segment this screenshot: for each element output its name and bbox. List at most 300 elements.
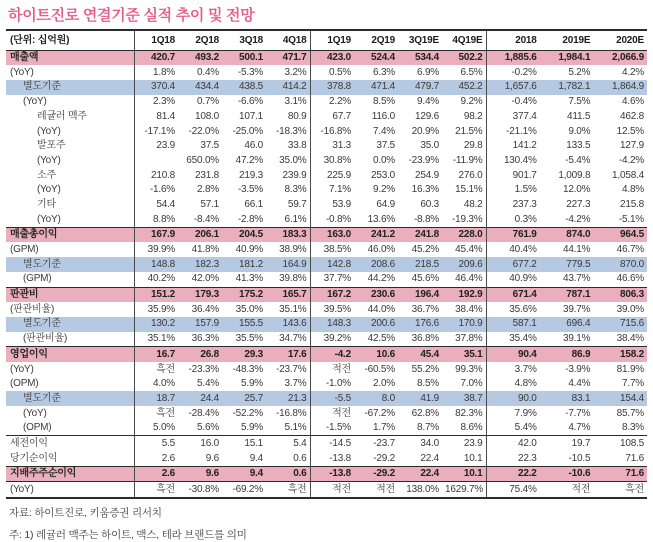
value-cell: 8.0: [354, 391, 398, 406]
value-cell: 175.2: [222, 287, 266, 302]
table-row: [6, 212, 647, 227]
value-cell: -7.7%: [565, 407, 591, 419]
value-cell: 241.2: [354, 227, 398, 242]
value-cell: -29.2: [354, 466, 398, 482]
value-cell: 10.1: [463, 452, 483, 464]
value-cell: 36.7%: [411, 303, 439, 315]
value-cell: -4.2: [310, 347, 354, 362]
table-row: [6, 109, 647, 124]
value-cell: -2.8%: [237, 213, 263, 225]
value-cell: 22.4: [420, 452, 439, 464]
value-cell: 37.5: [200, 140, 219, 152]
value-cell: 254.9: [414, 169, 439, 181]
value-cell: 1,984.1: [540, 50, 594, 65]
value-cell: -4.2%: [565, 213, 591, 225]
value-cell: 8.3%: [622, 422, 644, 434]
value-cell: 231.8: [194, 169, 219, 181]
row-label: (OPM): [10, 378, 39, 390]
table-row: [6, 377, 647, 392]
value-cell: 적전: [310, 482, 354, 498]
value-cell: 9.6: [178, 466, 222, 482]
value-cell: 181.2: [222, 257, 266, 272]
row-label: 매출총이익: [6, 227, 134, 242]
value-cell: 219.3: [238, 169, 263, 181]
value-cell: 370.4: [134, 80, 178, 95]
value-cell: 0.6: [266, 466, 310, 482]
table-body: [6, 50, 647, 498]
value-cell: 4.6%: [622, 96, 644, 108]
value-cell: 18.7: [134, 391, 178, 406]
table-row: [6, 362, 647, 377]
value-cell: 253.0: [370, 169, 395, 181]
value-cell: 45.4%: [455, 244, 483, 256]
value-cell: -48.3%: [232, 363, 263, 375]
value-cell: 40.9%: [486, 272, 540, 287]
value-cell: 57.1: [200, 198, 219, 210]
value-cell: 276.0: [458, 169, 483, 181]
value-cell: 39.9%: [134, 242, 178, 257]
value-cell: 438.5: [222, 80, 266, 95]
value-cell: 4.7%: [568, 422, 591, 434]
value-cell: 35.1%: [134, 332, 178, 347]
value-cell: 452.2: [442, 80, 486, 95]
column-header: 2Q18: [178, 30, 222, 50]
value-cell: 4.0%: [134, 377, 178, 392]
row-label: (YoY): [37, 154, 61, 166]
value-cell: 170.9: [442, 317, 486, 332]
value-cell: 22.3: [486, 451, 540, 466]
table-row: [6, 168, 647, 183]
value-cell: [134, 153, 178, 168]
value-cell: -23.9%: [408, 154, 439, 166]
value-cell: 130.4%: [486, 153, 540, 168]
value-cell: 1,009.8: [558, 169, 591, 181]
value-cell: 99.3%: [455, 363, 483, 375]
value-cell: -1.5%: [310, 421, 354, 436]
value-cell: 10.1: [442, 466, 486, 482]
value-cell: 1,864.9: [593, 80, 647, 95]
value-cell: 흑전: [287, 484, 307, 496]
value-cell: 471.4: [354, 80, 398, 95]
value-cell: -29.2: [373, 452, 395, 464]
table-row: [6, 391, 647, 406]
value-cell: 142.8: [310, 257, 354, 272]
row-label: 매출액: [6, 50, 134, 65]
value-cell: 155.5: [222, 317, 266, 332]
value-cell: 167.9: [134, 227, 178, 242]
value-cell: 적전: [571, 484, 591, 496]
value-cell: 37.5: [376, 140, 395, 152]
value-cell: 148.8: [134, 257, 178, 272]
value-cell: 71.6: [593, 466, 647, 482]
value-cell: 7.1%: [310, 183, 354, 198]
row-label: 판관비: [6, 287, 134, 302]
value-cell: 9.4: [249, 452, 263, 464]
value-cell: 47.2%: [235, 154, 263, 166]
value-cell: 5.9%: [241, 378, 263, 390]
value-cell: -69.2%: [232, 484, 263, 496]
value-cell: 143.6: [266, 317, 310, 332]
value-cell: 4.2%: [622, 66, 644, 78]
table-header-row: [6, 30, 647, 50]
value-cell: 29.3: [222, 347, 266, 362]
value-cell: 479.7: [398, 80, 442, 95]
value-cell: 5.5: [134, 436, 178, 451]
value-cell: 81.9%: [616, 363, 644, 375]
value-cell: 210.8: [134, 168, 178, 183]
value-cell: -67.2%: [364, 407, 395, 419]
table-row: [6, 317, 647, 332]
value-cell: 54.4: [134, 197, 178, 212]
row-label: (YoY): [37, 125, 61, 137]
value-cell: 7.0%: [460, 378, 483, 390]
value-cell: 208.6: [354, 257, 398, 272]
row-label: 소주: [37, 169, 56, 181]
value-cell: 2.8%: [197, 184, 219, 196]
value-cell: 적전: [376, 484, 395, 496]
value-cell: 36.3%: [191, 333, 219, 345]
value-cell: 874.0: [540, 227, 594, 242]
value-cell: 7.4%: [373, 125, 395, 137]
value-cell: 30.8%: [310, 153, 354, 168]
footnotes: [9, 505, 648, 542]
value-cell: 500.1: [222, 50, 266, 65]
column-header: 4Q19E: [442, 30, 486, 50]
value-cell: 1,657.6: [486, 80, 540, 95]
value-cell: 806.3: [593, 287, 647, 302]
value-cell: 60.3: [420, 198, 439, 210]
value-cell: 23.9: [134, 139, 178, 154]
value-cell: 35.5%: [235, 333, 263, 345]
value-cell: 0.3%: [486, 212, 540, 227]
value-cell: 204.5: [222, 227, 266, 242]
table-row: [6, 124, 647, 139]
value-cell: 787.1: [540, 287, 594, 302]
value-cell: 8.8%: [134, 212, 178, 227]
value-cell: 22.4: [398, 466, 442, 482]
value-cell: 82.3%: [455, 407, 483, 419]
value-cell: 5.2%: [568, 66, 591, 78]
value-cell: 40.9%: [235, 244, 263, 256]
row-label: (GPM): [10, 244, 39, 256]
value-cell: 9.0%: [568, 125, 591, 137]
value-cell: 적전: [310, 362, 354, 377]
value-cell: 34.0: [398, 436, 442, 451]
column-header: 2020E: [593, 30, 647, 50]
value-cell: 42.5%: [367, 333, 395, 345]
value-cell: 46.0%: [367, 244, 395, 256]
value-cell: 116.0: [371, 110, 395, 122]
value-cell: 420.7: [134, 50, 178, 65]
value-cell: 502.2: [442, 50, 486, 65]
value-cell: 2.2%: [310, 95, 354, 110]
value-cell: 241.8: [398, 227, 442, 242]
value-cell: 86.9: [540, 347, 594, 362]
value-cell: 5.6%: [197, 422, 219, 434]
value-cell: 6.9%: [417, 66, 439, 78]
value-cell: 35.9%: [134, 302, 178, 317]
value-cell: -19.3%: [452, 213, 483, 225]
definition-note: 주: 1) 레귤러 맥주는 하이트, 맥스, 테라 브랜드를 의미: [9, 529, 247, 542]
unit-label: (단위: 십억원): [6, 30, 134, 50]
value-cell: 흑전: [134, 362, 178, 377]
value-cell: 218.5: [398, 257, 442, 272]
value-cell: 158.2: [593, 347, 647, 362]
value-cell: 411.5: [567, 110, 591, 122]
value-cell: 45.6%: [411, 273, 439, 285]
value-cell: 6.1%: [284, 213, 307, 225]
value-cell: 24.4: [178, 391, 222, 406]
table-row: [6, 436, 647, 451]
value-cell: 8.6%: [460, 422, 483, 434]
row-label: (OPM): [23, 422, 52, 434]
value-cell: 85.7%: [616, 407, 644, 419]
value-cell: 34.7%: [279, 333, 307, 345]
column-header: 2018: [486, 30, 540, 50]
value-cell: -0.8%: [310, 212, 354, 227]
value-cell: 5.4%: [197, 378, 219, 390]
value-cell: -10.6: [540, 466, 594, 482]
value-cell: 5.4: [266, 436, 310, 451]
value-cell: 23.9: [442, 436, 486, 451]
value-cell: 1,885.6: [486, 50, 540, 65]
value-cell: 39.7%: [562, 303, 591, 315]
value-cell: 524.4: [354, 50, 398, 65]
value-cell: -5.5: [310, 391, 354, 406]
value-cell: 182.3: [178, 257, 222, 272]
value-cell: 130.2: [134, 317, 178, 332]
value-cell: 414.2: [266, 80, 310, 95]
financial-table: [6, 29, 647, 499]
value-cell: -16.8%: [310, 124, 354, 139]
row-label: 지배주주순이익: [6, 466, 134, 482]
value-cell: 41.3%: [235, 273, 263, 285]
row-label: (판관비율): [23, 333, 68, 345]
row-label: (GPM): [23, 273, 52, 285]
column-header: 2Q19: [354, 30, 398, 50]
value-cell: 38.7: [442, 391, 486, 406]
row-label: 별도기준: [6, 391, 134, 406]
value-cell: -5.4%: [565, 154, 591, 166]
value-cell: 19.7: [540, 436, 594, 451]
value-cell: 870.0: [593, 257, 647, 272]
value-cell: 108.0: [194, 110, 219, 122]
value-cell: 3.7%: [284, 378, 307, 390]
value-cell: 2.6: [134, 466, 178, 482]
value-cell: 7.9%: [486, 406, 540, 421]
value-cell: -28.4%: [188, 407, 219, 419]
value-cell: 적전: [310, 406, 354, 421]
value-cell: -23.7%: [276, 363, 307, 375]
value-cell: 377.4: [486, 109, 540, 124]
value-cell: 761.9: [486, 227, 540, 242]
value-cell: 154.4: [593, 391, 647, 406]
value-cell: 흑전: [625, 484, 644, 496]
table-row: [6, 287, 647, 302]
value-cell: 5.1%: [284, 422, 307, 434]
value-cell: 21.3: [266, 391, 310, 406]
value-cell: 98.2: [463, 110, 483, 122]
value-cell: 133.5: [566, 140, 591, 152]
row-label: (YoY): [37, 213, 61, 225]
row-label: 당기순이익: [10, 452, 58, 464]
value-cell: -22.0%: [188, 125, 219, 137]
value-cell: 10.6: [354, 347, 398, 362]
value-cell: 151.2: [134, 287, 178, 302]
value-cell: 55.2%: [411, 363, 439, 375]
table-row: [6, 482, 647, 498]
value-cell: 39.8%: [279, 273, 307, 285]
value-cell: -52.2%: [232, 407, 263, 419]
value-cell: 1.8%: [134, 65, 178, 80]
value-cell: 138.0%: [406, 484, 439, 496]
value-cell: 6.5%: [460, 66, 483, 78]
value-cell: 5.4%: [486, 421, 540, 436]
value-cell: 38.5%: [310, 242, 354, 257]
table-row: [6, 257, 647, 272]
value-cell: 25.7: [222, 391, 266, 406]
value-cell: 39.5%: [310, 302, 354, 317]
row-label: (YoY): [10, 363, 34, 375]
value-cell: 45.4: [398, 347, 442, 362]
value-cell: -1.0%: [310, 377, 354, 392]
value-cell: 64.9: [376, 198, 395, 210]
column-header: 2019E: [540, 30, 594, 50]
row-label: 기타: [37, 198, 56, 210]
column-header: 1Q19: [310, 30, 354, 50]
row-label: 별도기준: [6, 257, 134, 272]
value-cell: 22.2: [486, 466, 540, 482]
column-header: 1Q18: [134, 30, 178, 50]
value-cell: -13.8: [310, 451, 354, 466]
table-row: [6, 139, 647, 154]
table-row: [6, 421, 647, 436]
value-cell: 44.1%: [562, 244, 591, 256]
value-cell: 6.3%: [373, 66, 395, 78]
value-cell: 38.9%: [279, 244, 307, 256]
page-title: 하이트진로 연결기준 실적 추이 및 전망: [8, 7, 255, 24]
value-cell: 423.0: [310, 50, 354, 65]
value-cell: 41.9: [398, 391, 442, 406]
value-cell: 9.4: [222, 466, 266, 482]
value-cell: -5.3%: [237, 66, 263, 78]
value-cell: 534.4: [398, 50, 442, 65]
value-cell: 36.4%: [191, 303, 219, 315]
value-cell: 37.8%: [455, 333, 483, 345]
value-cell: -11.9%: [452, 154, 483, 166]
value-cell: 31.3: [310, 139, 354, 154]
value-cell: 237.3: [486, 197, 540, 212]
value-cell: 129.6: [414, 110, 439, 122]
value-cell: 127.9: [619, 140, 644, 152]
table-row: [6, 466, 647, 482]
value-cell: 12.5%: [616, 125, 644, 137]
value-cell: 20.9%: [411, 125, 439, 137]
value-cell: 17.6: [266, 347, 310, 362]
value-cell: 39.1%: [562, 333, 591, 345]
value-cell: 흑전: [134, 406, 178, 421]
value-cell: 225.9: [310, 168, 354, 183]
source-note: 자료: 하이트진로, 키움증권 리서치: [9, 507, 162, 520]
value-cell: 81.4: [134, 109, 178, 124]
value-cell: -0.4%: [486, 95, 540, 110]
value-cell: 2.3%: [134, 95, 178, 110]
value-cell: 35.4%: [486, 332, 540, 347]
value-cell: 35.0: [420, 140, 439, 152]
value-cell: 901.7: [486, 168, 540, 183]
value-cell: -16.8%: [276, 407, 307, 419]
value-cell: 3.1%: [284, 96, 307, 108]
value-cell: 192.9: [442, 287, 486, 302]
row-label: 영업이익: [6, 347, 134, 362]
value-cell: 587.1: [486, 317, 540, 332]
value-cell: 35.0%: [235, 303, 263, 315]
value-cell: 13.6%: [367, 213, 395, 225]
value-cell: 44.2%: [367, 273, 395, 285]
value-cell: 16.7: [134, 347, 178, 362]
value-cell: 35.1: [442, 347, 486, 362]
value-cell: 36.8%: [411, 333, 439, 345]
value-cell: 41.8%: [191, 244, 219, 256]
value-cell: -14.5: [310, 436, 354, 451]
value-cell: 42.0%: [191, 273, 219, 285]
value-cell: 471.7: [266, 50, 310, 65]
value-cell: 3.2%: [284, 66, 307, 78]
value-cell: -30.8%: [188, 484, 219, 496]
value-cell: 16.3%: [411, 184, 439, 196]
value-cell: 0.4%: [197, 66, 219, 78]
value-cell: 715.6: [593, 317, 647, 332]
value-cell: 42.0: [486, 436, 540, 451]
value-cell: 8.7%: [417, 422, 439, 434]
table-row: [6, 242, 647, 257]
value-cell: -60.5%: [364, 363, 395, 375]
value-cell: 228.0: [442, 227, 486, 242]
value-cell: -13.8: [310, 466, 354, 482]
value-cell: -23.7: [354, 436, 398, 451]
row-label: (YoY): [23, 96, 47, 108]
value-cell: -0.2%: [486, 65, 540, 80]
value-cell: 62.8%: [411, 407, 439, 419]
table-row: [6, 50, 647, 65]
value-cell: 196.4: [398, 287, 442, 302]
value-cell: 209.6: [442, 257, 486, 272]
value-cell: 493.2: [178, 50, 222, 65]
value-cell: 8.5%: [417, 378, 439, 390]
value-cell: 9.2%: [373, 184, 395, 196]
value-cell: 0.5%: [310, 65, 354, 80]
row-label: (YoY): [10, 484, 34, 496]
value-cell: 227.3: [566, 198, 591, 210]
value-cell: 21.5%: [455, 125, 483, 137]
value-cell: 239.9: [282, 169, 307, 181]
value-cell: 16.0: [178, 436, 222, 451]
row-label: 발포주: [37, 140, 66, 152]
value-cell: 40.2%: [134, 272, 178, 287]
value-cell: 0.6: [293, 452, 307, 464]
value-cell: 46.0: [244, 140, 263, 152]
value-cell: 165.7: [266, 287, 310, 302]
value-cell: -8.8%: [413, 213, 439, 225]
value-cell: -6.6%: [237, 96, 263, 108]
value-cell: 167.2: [310, 287, 354, 302]
value-cell: -10.5: [568, 452, 591, 464]
value-cell: 38.4%: [455, 303, 483, 315]
value-cell: -17.1%: [134, 124, 178, 139]
value-cell: 4.8%: [622, 184, 644, 196]
value-cell: 26.8: [178, 347, 222, 362]
value-cell: 7.5%: [568, 96, 591, 108]
